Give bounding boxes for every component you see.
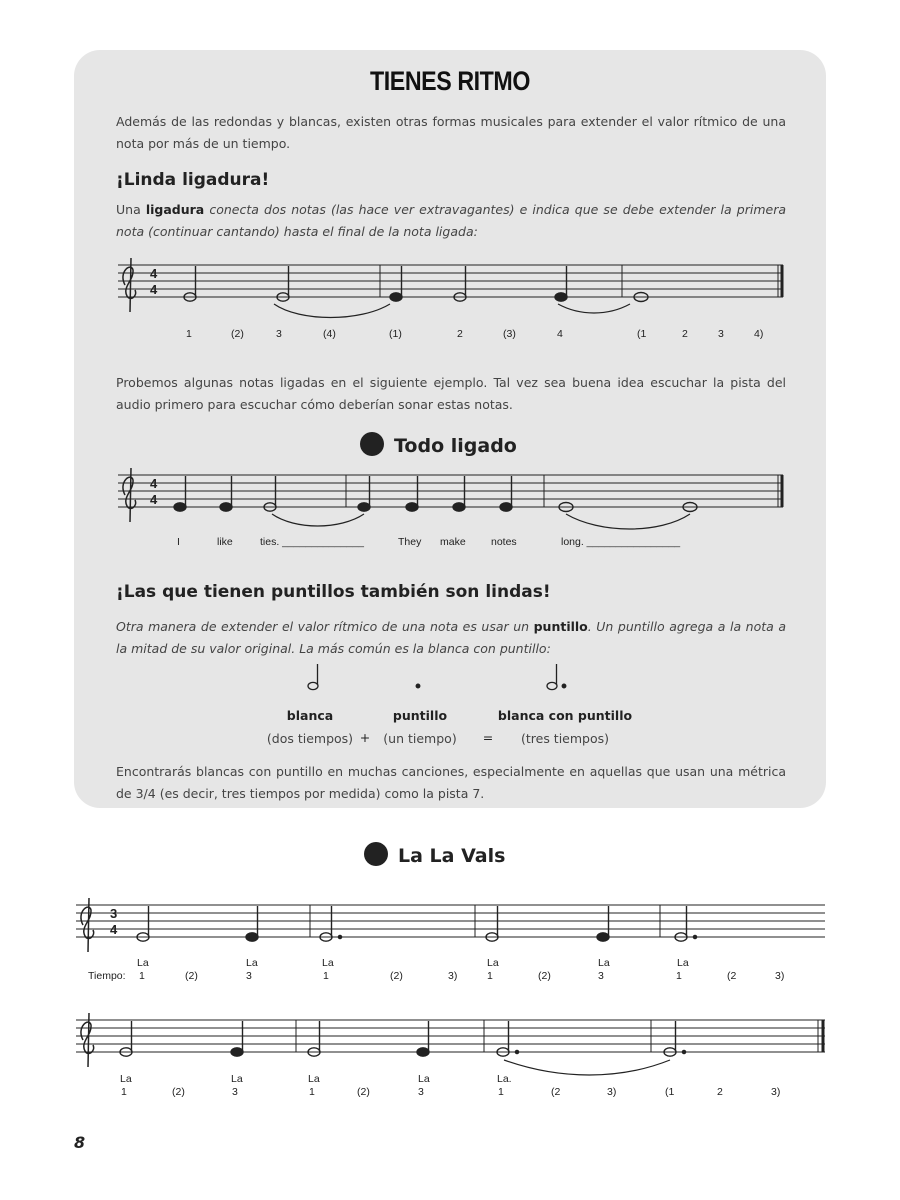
lyric-word: I bbox=[177, 536, 180, 548]
beat-count: 2 bbox=[717, 1086, 723, 1098]
beat-count: 1 bbox=[121, 1086, 127, 1098]
beat-count: (1 bbox=[665, 1086, 675, 1098]
beat-count: (2) bbox=[172, 1086, 185, 1098]
beat-count: 2 bbox=[682, 328, 688, 340]
intro-paragraph: Además de las redondas y blancas, existen otras formas musicales para extender el valor rítmico de una nota por más de un tiempo. bbox=[116, 114, 786, 151]
syllable: La bbox=[137, 957, 149, 969]
syllable: La. bbox=[497, 1073, 512, 1085]
svg-text:4: 4 bbox=[150, 492, 158, 507]
beat-count: 1 bbox=[186, 328, 192, 340]
staff-1 bbox=[118, 258, 783, 318]
beat-count: 1 bbox=[139, 970, 145, 982]
svg-text:3: 3 bbox=[110, 906, 118, 921]
lyric-word: notes bbox=[491, 536, 517, 548]
track-title: La La Vals bbox=[398, 845, 506, 867]
tiempo-label: Tiempo: bbox=[88, 970, 126, 982]
equals-sign: = bbox=[482, 730, 494, 745]
track-todo-ligado[interactable] bbox=[360, 432, 517, 457]
beat-count: 4) bbox=[754, 328, 764, 340]
track-la-la-vals[interactable] bbox=[364, 842, 505, 867]
beat-count: (3) bbox=[503, 328, 516, 340]
beat-count: 3) bbox=[607, 1086, 617, 1098]
beat-count: 4 bbox=[557, 328, 563, 340]
notes-4 bbox=[120, 1021, 686, 1056]
beat-count: 1 bbox=[498, 1086, 504, 1098]
symbol-notes bbox=[308, 664, 566, 690]
beat-count: (2) bbox=[185, 970, 198, 982]
symbol-puntillo: puntillo (un tiempo) bbox=[383, 708, 457, 746]
audio-track-icon bbox=[364, 842, 388, 866]
syllable: La bbox=[120, 1073, 132, 1085]
notes-2 bbox=[174, 476, 697, 512]
syllable: La bbox=[598, 957, 610, 969]
beat-count: (2 bbox=[551, 1086, 561, 1098]
beat-count: 3 bbox=[418, 1086, 424, 1098]
syllable: La bbox=[322, 957, 334, 969]
beat-count: 1 bbox=[676, 970, 682, 982]
beat-count: (2) bbox=[357, 1086, 370, 1098]
lyric-word: long. ________________ bbox=[561, 536, 681, 548]
paragraph-3: Encontrarás blancas con puntillo en muchas canciones, especialmente en aquellas que usan una métrica de 3/4 (es decir, tres tiempos por medida) como la pista 7. bbox=[116, 764, 786, 801]
symbol-blanca-con-puntillo: blanca con puntillo (tres tiempos) bbox=[497, 708, 633, 746]
beat-count: 3) bbox=[448, 970, 458, 982]
section1-heading: ¡Linda ligadura! bbox=[116, 170, 270, 190]
beat-count: 3 bbox=[718, 328, 724, 340]
beat-count: 3 bbox=[246, 970, 252, 982]
beat-count: 3 bbox=[276, 328, 282, 340]
lyric-word: make bbox=[440, 536, 466, 548]
beat-count: 3) bbox=[775, 970, 785, 982]
svg-text:4: 4 bbox=[150, 476, 158, 491]
beat-count: (2 bbox=[727, 970, 737, 982]
staff-4 bbox=[76, 1013, 825, 1075]
syllable: La bbox=[308, 1073, 320, 1085]
svg-text:4: 4 bbox=[110, 922, 118, 937]
beat-count: (1 bbox=[637, 328, 647, 340]
page-title: TIENES RITMO bbox=[370, 66, 530, 96]
plus-sign: + bbox=[359, 730, 371, 745]
beat-count: 1 bbox=[323, 970, 329, 982]
beat-count: 1 bbox=[309, 1086, 315, 1098]
audio-track-icon bbox=[360, 432, 384, 456]
beat-count: (4) bbox=[323, 328, 336, 340]
section2-heading: ¡Las que tienen puntillos también son lindas! bbox=[116, 582, 551, 602]
track-title: Todo ligado bbox=[394, 435, 517, 457]
section1-paragraph: Una ligadura conecta dos notas (las hace ver extravagantes) e indica que se debe extender la primera nota (continuar cantando) hasta el final de la nota ligada: bbox=[116, 202, 786, 239]
section2-paragraph: Otra manera de extender el valor rítmico de una nota es usar un puntillo. Un puntillo agrega a la nota a la mitad de su valor original. La más común es la blanca con puntillo: bbox=[116, 619, 786, 656]
lyric-word: They bbox=[398, 536, 422, 548]
syllable: La bbox=[246, 957, 258, 969]
beat-count: 3 bbox=[598, 970, 604, 982]
notes-3 bbox=[137, 906, 697, 941]
beat-count: (1) bbox=[389, 328, 402, 340]
page-number: 8 bbox=[74, 1133, 86, 1152]
syllable: La bbox=[487, 957, 499, 969]
lyric-word: ties. ______________ bbox=[260, 536, 364, 548]
syllable: La bbox=[677, 957, 689, 969]
beat-count: 2 bbox=[457, 328, 463, 340]
lyric-word: like bbox=[217, 536, 233, 548]
notes-1 bbox=[184, 266, 648, 302]
svg-text:4: 4 bbox=[150, 266, 158, 281]
staff-2 bbox=[118, 468, 783, 529]
svg-text:4: 4 bbox=[150, 282, 158, 297]
beat-count: 3) bbox=[771, 1086, 781, 1098]
beat-count: (2) bbox=[538, 970, 551, 982]
beat-count: (2) bbox=[390, 970, 403, 982]
paragraph-2: Probemos algunas notas ligadas en el siguiente ejemplo. Tal vez sea buena idea escuchar la pista del audio primero para escuchar cómo deberían sonar estas notas. bbox=[116, 375, 786, 412]
beat-count: (2) bbox=[231, 328, 244, 340]
symbol-blanca: blanca (dos tiempos) bbox=[266, 708, 354, 746]
staff-3 bbox=[76, 898, 825, 952]
syllable: La bbox=[418, 1073, 430, 1085]
syllable: La bbox=[231, 1073, 243, 1085]
beat-count: 1 bbox=[487, 970, 493, 982]
beat-count: 3 bbox=[232, 1086, 238, 1098]
